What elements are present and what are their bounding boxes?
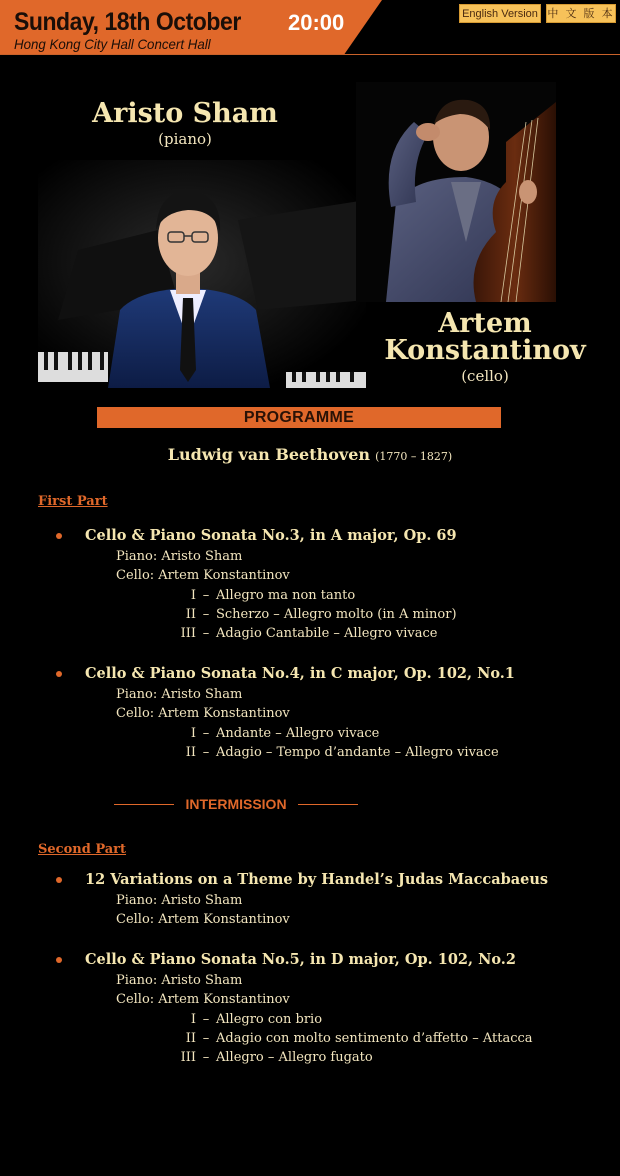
movement: I – Allegro con brio	[190, 1012, 323, 1027]
work-pianist: Piano: Aristo Sham	[116, 973, 243, 988]
composer-line	[0, 445, 620, 464]
pianist-photo	[38, 160, 366, 388]
work-pianist: Piano: Aristo Sham	[116, 687, 243, 702]
second-part-label: Second Part	[38, 842, 127, 857]
work-title: 12 Variations on a Theme by Handel’s Judas Maccabaeus	[85, 871, 549, 888]
movement: III – Allegro – Allegro fugato	[180, 1050, 373, 1065]
work-pianist: Piano: Aristo Sham	[116, 549, 243, 564]
movement: II – Adagio – Tempo d’andante – Allegro vivace	[185, 745, 499, 760]
composer-years: (1770 – 1827)	[375, 450, 453, 463]
composer-name: Ludwig van Beethoven	[167, 445, 371, 464]
event-venue: Hong Kong City Hall Concert Hall	[14, 36, 211, 52]
event-date: Sunday, 18th October	[14, 8, 241, 36]
event-time: 20:00	[288, 10, 345, 35]
bullet-icon	[56, 671, 62, 677]
intermission-divider	[114, 795, 358, 815]
first-part-label: First Part	[38, 494, 108, 509]
bullet-icon	[56, 533, 62, 539]
movement: I – Andante – Allegro vivace	[190, 726, 380, 741]
artist-role-piano: (piano)	[158, 130, 212, 148]
cellist-photo	[356, 82, 556, 302]
work-cellist: Cello: Artem Konstantinov	[116, 706, 290, 721]
bullet-icon	[56, 877, 62, 883]
work-title: Cello & Piano Sonata No.4, in C major, Op. 102, No.1	[85, 665, 515, 682]
work-cellist: Cello: Artem Konstantinov	[116, 912, 290, 927]
work-cellist: Cello: Artem Konstantinov	[116, 992, 290, 1007]
movement: II – Adagio con molto sentimento d’affetto – Attacca	[185, 1031, 533, 1046]
movement: III – Adagio Cantabile – Allegro vivace	[180, 626, 438, 641]
movement: I – Allegro ma non tanto	[190, 588, 356, 603]
artist-name-artem-first: Artem	[438, 308, 532, 339]
intermission-label: INTERMISSION	[185, 796, 287, 812]
movement: II – Scherzo – Allegro molto (in A minor)	[185, 607, 457, 622]
artist-name-artem-last: Konstantinov	[384, 335, 586, 366]
english-version-button[interactable]: English Version	[459, 4, 541, 23]
artist-role-cello: (cello)	[461, 367, 509, 385]
artist-name-aristo: Aristo Sham	[92, 98, 278, 129]
event-header	[0, 0, 620, 55]
work-cellist: Cello: Artem Konstantinov	[116, 568, 290, 583]
header-divider	[0, 54, 620, 55]
bullet-icon	[56, 957, 62, 963]
chinese-version-button[interactable]: 中 文 版 本	[546, 4, 616, 23]
work-pianist: Piano: Aristo Sham	[116, 893, 243, 908]
work-title: Cello & Piano Sonata No.3, in A major, Op. 69	[85, 527, 457, 544]
work-title: Cello & Piano Sonata No.5, in D major, Op. 102, No.2	[85, 951, 516, 968]
programme-heading: PROGRAMME	[97, 407, 501, 428]
